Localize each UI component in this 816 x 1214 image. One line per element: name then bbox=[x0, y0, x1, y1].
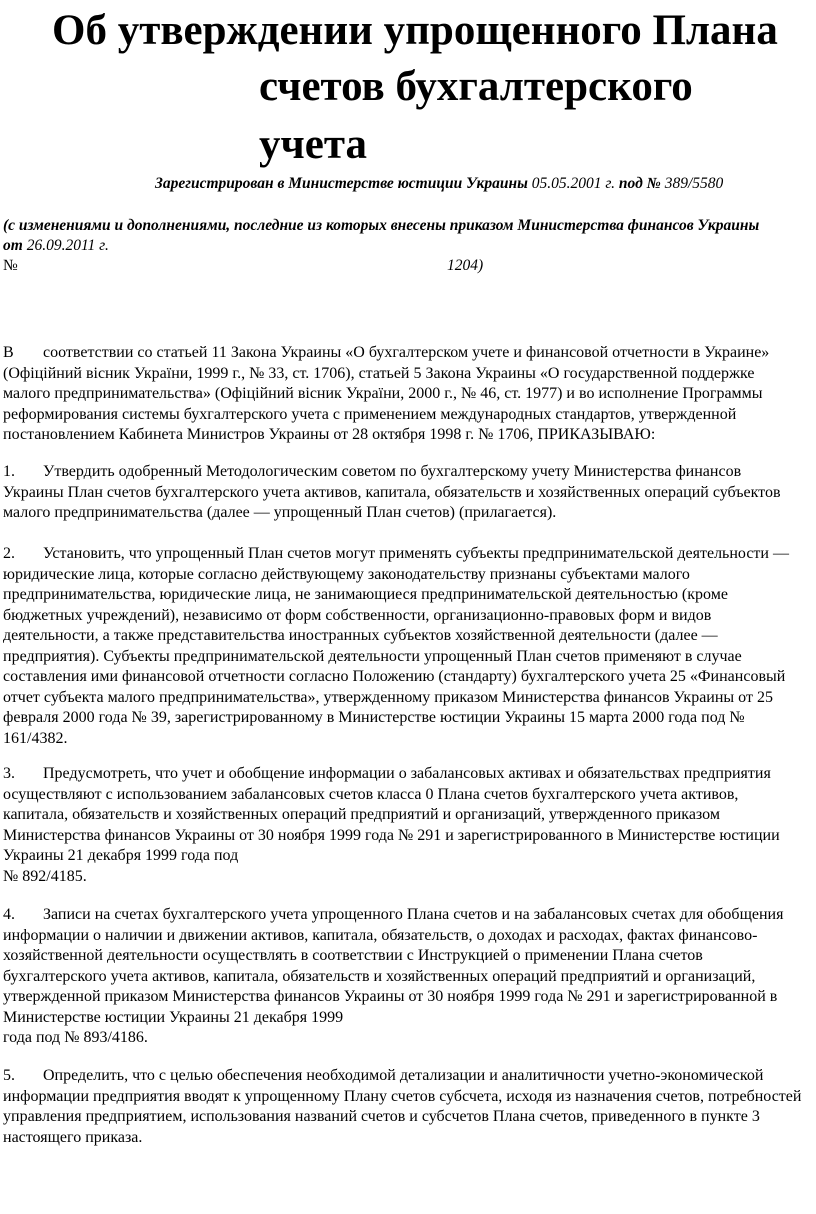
amendments-number: 1204) bbox=[447, 257, 484, 274]
registration-date: 05.05.2001 г. bbox=[531, 175, 616, 192]
paragraph-2 bbox=[3, 544, 803, 749]
paragraph-lead: В bbox=[3, 344, 14, 361]
paragraph-4 bbox=[3, 905, 803, 1049]
paragraph-number: 2. bbox=[3, 545, 15, 562]
registration-prefix: Зарегистрирован в Министерстве юстиции Украины bbox=[155, 175, 528, 192]
title-line-3: учета bbox=[259, 121, 367, 168]
amendments-from: от bbox=[3, 237, 23, 254]
paragraph-number: 5. bbox=[3, 1067, 15, 1084]
paragraph-text: Предусмотреть, что учет и обобщение информации о забалансовых активах и обязательствах предприятия осуществляют с использованием забалансовых счетов класса 0 Плана счетов бухгалтерского учета активов, капитала, обязательств и хозяйственных операций предприятий и организаций, утвержденного приказом Министерства финансов Украины от 30 ноября 1999 года № 291 и зарегистрированного в Министерстве юстиции Украины 21 декабря 1999 года под bbox=[3, 765, 780, 864]
registration-under: под № bbox=[618, 175, 661, 192]
paragraph-number: 4. bbox=[3, 906, 15, 923]
amendments-number-symbol: № bbox=[3, 257, 18, 274]
title-line-1: Об утверждении упрощенного Плана bbox=[52, 7, 778, 54]
amendments-text: (с изменениями и дополнениями, последние из которых внесены приказом Министерства финансов Украины bbox=[3, 217, 760, 234]
amendments-date: 26.09.2011 г. bbox=[26, 237, 109, 254]
paragraph-5 bbox=[3, 1066, 803, 1148]
registration-number: 389/5580 bbox=[664, 175, 724, 192]
paragraph-text: Определить, что с целью обеспечения необходимой детализации и аналитичности учетно-экономической информации предприятия вводят к упрощенному Плану счетов субсчета, исходя из назначения счетов, потребностей управления предприятием, использования названий счетов и субсчетов Плана счетов, приведенного в пункте 3 настоящего приказа. bbox=[3, 1067, 802, 1146]
amendments-note bbox=[3, 216, 803, 256]
registration-note bbox=[155, 174, 723, 194]
paragraph-text: Утвердить одобренный Методологическим советом по бухгалтерскому учету Министерства финансов Украины План счетов бухгалтерского учета активов, капитала, обязательств и хозяйственных операций субъектов малого предпринимательства (далее — упрощенный План счетов) (прилагается). bbox=[3, 463, 781, 521]
title-line-2: счетов бухгалтерского bbox=[259, 63, 693, 110]
paragraph-3 bbox=[3, 764, 803, 887]
paragraph-number: 3. bbox=[3, 765, 15, 782]
paragraph-number: 1. bbox=[3, 463, 15, 480]
paragraph-1 bbox=[3, 462, 803, 524]
paragraph-tail: № 892/4185. bbox=[3, 867, 87, 885]
paragraph-text: соответствии со статьей 11 Закона Украины «О бухгалтерском учете и финансовой отчетности в Украине» (Офіційний вісник України, 1999 г., № 33, ст. 1706), статьей 5 Закона Украины «О государственной поддержке малого предпринимательства» (Офіційний вісник України, 2000 г., № 46, ст. 1977) и во исполнение Программы реформирования системы бухгалтерского учета с применением международных стандартов, утвержденной постановлением Кабинета Министров Украины от 28 октября 1998 г. № 1706, ПРИКАЗЫВАЮ: bbox=[3, 344, 770, 443]
preamble-paragraph bbox=[3, 343, 803, 446]
paragraph-text: Записи на счетах бухгалтерского учета упрощенного Плана счетов и на забалансовых счетах для обобщения информации о наличии и движении активов, капитала, обязательств, о доходах и расходах, фактах финансово-хозяйственной деятельности осуществлять в соответствии с Инструкцией о применении Плана счетов бухгалтерского учета активов, капитала, обязательств и хозяйственных операций предприятий и организаций, утвержденной приказом Министерства финансов Украины от 30 ноября 1999 года № 291 и зарегистрированной в Министерстве юстиции Украины 21 декабря 1999 bbox=[3, 906, 784, 1026]
paragraph-text: Установить, что упрощенный План счетов могут применять субъекты предпринимательской деятельности — юридические лица, которые согласно действующему законодательству признаны субъектами малого предпринимательства, юридические лица, не занимающиеся предпринимательской деятельностью (кроме бюджетных учреждений), независимо от форм собственности, организационно-правовых форм и видов деятельности, а также представительства иностранных субъектов хозяйственной деятельности (далее — предприятия). Субъекты предпринимательской деятельности упрощенный План счетов применяют в случае составления ими финансовой отчетности согласно Положению (стандарту) бухгалтерского учета 25 «Финансовый отчет субъекта малого предпринимательства», утвержденному приказом Министерства финансов Украины от 25 февраля 2000 года № 39, зарегистрированному в Министерстве юстиции Украины 15 марта 2000 года под № 161/4382. bbox=[3, 545, 789, 747]
document-title bbox=[52, 4, 792, 172]
paragraph-tail: года под № 893/4186. bbox=[3, 1029, 148, 1046]
